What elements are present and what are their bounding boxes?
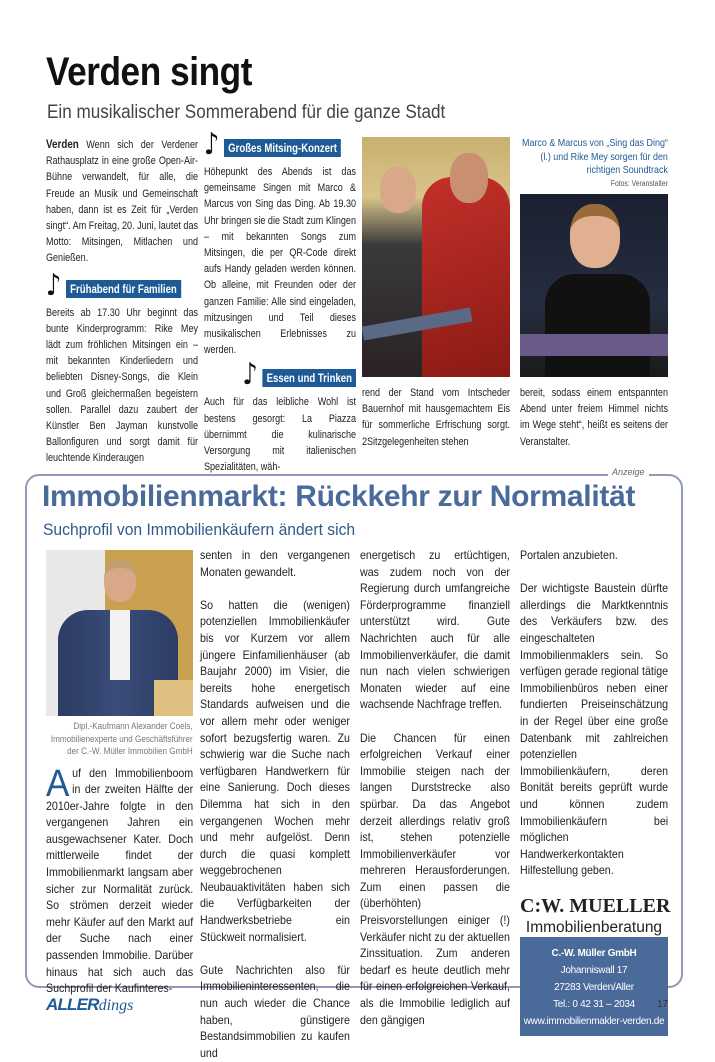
contact-street: Johanniswall 17 [560, 964, 628, 976]
ad-column-4-wrap [520, 548, 671, 1036]
ad-paragraph: Der wichtigste Baustein dürfte allerdings die Marktkenntnis des Verkäufers bzw. des eingeschalteten Immobilienmaklers sein. So verfügen gerade regional tätige Immobilienbüros neben einer fundierten Preiseinschätzung in der Regel über eine große Datenbank mit zahlreichen potenziellen Immobilienkäufern, deren Bonität bereits geprüft wurde und können zudem Immobilienkäufern bei möglichen Handwerkerkontakten Hilfestellung geben. [520, 582, 669, 878]
lead-text: Wenn sich der Verdener Rathausplatz in eine große Open-Air-Bühne verwandelt, für alle, die Freude an Musik und Gemeinschaft haben, dann ist es Zeit für „Verden singt“. Am Freitag, 20. Juni, lautet das Motto: Mitsingen, Mitlachen und Genießen. [46, 139, 198, 265]
photo-marco-marcus [362, 137, 510, 377]
ad-text: uf den Immobilienboom in der zweiten Hälfte der 2010er-Jahre folgte in den vergangenen Jahren ein ausgewachsener Kater. Doch mittlerweile findet der Immobilienmarkt langsam aber sicher zur Normalität zurück. So strömen derzeit wieder mehr Käufer auf den Markt auf der Suche nach einer passenden Immobilie. Darüber hinaus hat sich auch das Suchprofil der Kaufinteres- [46, 766, 194, 996]
music-note-icon: ♪ [204, 127, 220, 162]
company-logo: C:W. MUELLER [520, 894, 671, 917]
ad-column-1 [46, 762, 194, 998]
contact-company: C.-W. Müller GmbH [551, 947, 637, 959]
ad-paragraph: Gute Nachrichten also für Immobilieninteressenten, die nun auch wieder die Chance haben, günstigere Bestandsimmobilien zu kaufen und [200, 963, 350, 1060]
ad-column-3 [360, 548, 510, 1029]
photo-rike-mey [520, 194, 668, 378]
ad-headline: Immobilienmarkt: Rückkehr zur Normalität [42, 480, 636, 513]
contact-website[interactable]: www.immobilienmakler-verden.de [523, 1015, 665, 1027]
ad-column-4 [520, 548, 668, 880]
article-subtitle: Ein musikalischer Sommerabend für die ganze Stadt [47, 102, 446, 123]
article-continuation-1: rend der Stand vom Intscheder Bauernhof mit hausgemachtem Eis für sommerliche Erfrischung sorgt. 2Sitzgelegenheiten stehen [362, 387, 510, 448]
caption-text: Marco & Marcus von „Sing das Ding“ (l.) und Rike Mey sorgen für den richtigen Soundtrack [522, 137, 668, 176]
ad-column-1-wrap [46, 550, 193, 998]
ad-paragraph: Die Chancen für einen erfolgreichen Verkauf einer Immobilie steigen nach der langen Durststrecke also spürbar. Da das Angebot derzeit allerdings relativ groß ist, stehen potenzielle Immobilienverkäufer vor mehreren Herausforderungen. Zum einen passen die (überhöhten) Preisvorstellungen einiger (!) Verkäufer nicht zu der aktuellen Zinssituation. Zum anderen bedarf es heute deutlich mehr für einen erfolgreichen Verkauf, als die Immobilie lediglich auf den gängigen [360, 731, 510, 1027]
drop-cap: A [46, 762, 70, 805]
contact-phone: Tel.: 0 42 31 – 2034 [553, 998, 635, 1010]
photo-caption [520, 137, 668, 190]
contact-city: 27283 Verden/Aller [554, 981, 634, 993]
contact-box [520, 937, 668, 1036]
company-logo-subtitle: Immobilienberatung [525, 918, 663, 936]
ad-label: Anzeige [608, 467, 649, 477]
logo-italic: dings [98, 997, 134, 1014]
lead-paragraph [46, 136, 198, 267]
ad-paragraph: senten in den vergangenen Monaten gewandelt. [200, 549, 350, 579]
article-column-2 [204, 127, 356, 475]
ad-paragraph: Portalen anzubieten. [520, 549, 618, 562]
ad-paragraph: energetisch zu ertüchtigen, was zudem noch von der Regierung durch umfangreiche Förderprogramme finanziell unterstützt wird. Gute Nachrichten auch für alle Immobilienverkäufer, die damit nun nach vielen schwierigen Monaten wieder auf eine wachsende Nachfrage treffen. [360, 549, 510, 712]
subheading-label: Großes Mitsing-Konzert [224, 139, 341, 157]
music-note-icon: ♪ [242, 357, 258, 393]
photo-alexander-coels [46, 550, 193, 716]
ad-paragraph: So hatten die (wenigen) potenziellen Immobilienkäufer bis vor Kurzem vor allem jüngere Einfamilienhäuser (ab Baujahr 2000) im Visier, die bereits hohe energetisch Standards aufweisen und die vor allem mehr oder weniger sofort bezugsfertig waren. Zu schwierig war die Suche nach verfügbaren Handwerkern für eine Sanierung. Doch dieses Dilemma hat sich in den vergangenen Wochen mehr und mehr aufgelöst. Denn durch die quasi komplett weggebrochenen Neubauaktivitäten haben sich die Verfügbarkeiten der Handwerksbetriebe ein Stückweit normalisiert. [200, 598, 350, 944]
ad-photo-caption: Dipl.-Kaufmann Alexander Coels, Immobilienexperte und Geschäftsführer der C.-W. Müller Immobilien GmbH [50, 721, 193, 756]
lead-place: Verden [46, 137, 79, 151]
photo-column [520, 137, 668, 377]
ad-subheadline: Suchprofil von Immobilienkäufern ändert sich [43, 520, 356, 539]
ad-column-2 [200, 548, 350, 1062]
article-continuation-2: bereit, sodass einem entspannten Abend unter freiem Himmel nichts im Wege steht“, heißt es seitens der Veranstalter. [520, 387, 668, 448]
subheading-label: Essen und Trinken [263, 369, 356, 387]
section-text: Auch für das leibliche Wohl ist bestens gesorgt: La Piazza übernimmt die kulinarische Versorgung mit italienischen Spezialitäten, wäh- [204, 396, 356, 474]
photo-credit: Fotos: Veranstalter [610, 178, 668, 188]
music-note-icon: ♪ [46, 267, 62, 303]
subheading-label: Frühabend für Familien [66, 280, 181, 298]
logo-bold: ALLER [46, 995, 99, 1014]
subheading-konzert [204, 127, 356, 162]
publication-logo [46, 995, 133, 1015]
section-text: Bereits ab 17.30 Uhr beginnt das bunte Kinderprogramm: Rike Mey lädt zum fröhlichen Mitsingen ein – mit bekannten Kinderliedern und beliebten Disney-Songs, die Klein und Groß gleichermaßen begeistern sollen. Parallel dazu zaubert der Künstler Ben Jayman kunstvolle Ballonfiguren und sorgt damit für leuchtende Kinderaugen [46, 306, 198, 465]
article-title: Verden singt [46, 50, 252, 94]
section-text: Höhepunkt des Abends ist das gemeinsame Singen mit Marco & Marcus von Sing das Ding. Ab 19.30 Uhr bringen sie die Stadt zum Klingen – mit bekannten Songs zum Mitsingen, die per QR-Code direkt aufs Handy geladen werden können. Ob alleine, mit Freunden oder der ganzen Familie: Alle sind eingeladen, mitzusingen und Teil dieses musikalischen Erlebnisses zu werden. [204, 166, 356, 357]
page-number: 17 [657, 999, 669, 1010]
subheading-essen [204, 357, 356, 393]
article-column-1 [46, 136, 198, 467]
subheading-familien [46, 267, 198, 303]
